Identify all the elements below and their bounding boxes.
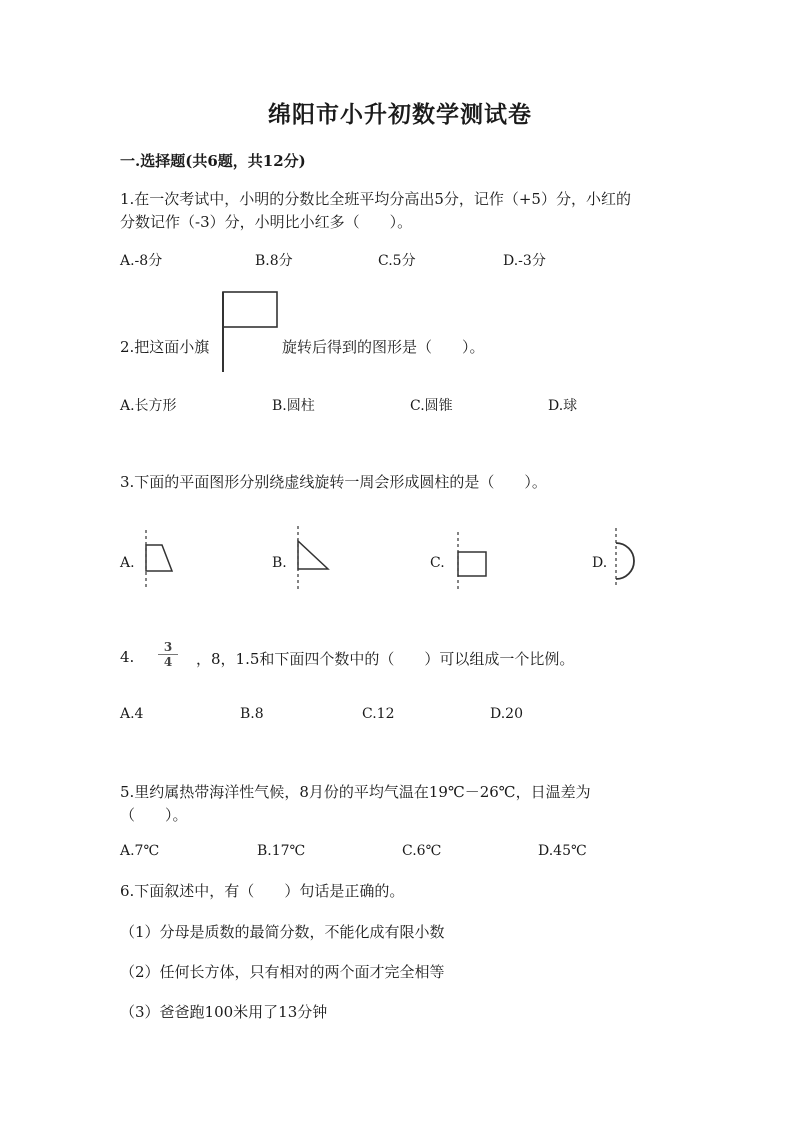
triangle-figure <box>292 524 334 592</box>
q2-text-after: 旋转后得到的图形是（ ）。 <box>282 338 485 356</box>
q4-option-d: D.20 <box>490 706 523 722</box>
q2-option-d: D.球 <box>548 398 578 414</box>
q1-option-c: C.5分 <box>378 253 416 269</box>
q2-option-c: C.圆锥 <box>410 398 453 414</box>
q1-option-d: D.-3分 <box>503 253 546 269</box>
q2-text-before: 2.把这面小旗 <box>120 338 210 356</box>
q1-line1: 1.在一次考试中，小明的分数比全班平均分高出5分，记作（+5）分，小红的 <box>120 190 631 208</box>
q4-option-b: B.8 <box>240 706 264 722</box>
q3-option-a-label: A. <box>120 555 135 571</box>
q1-option-b: B.8分 <box>255 253 293 269</box>
q4-text: ，8，1.5和下面四个数中的（ ）可以组成一个比例。 <box>196 650 575 668</box>
fraction-numerator: 3 <box>158 640 178 655</box>
q5-option-c: C.6℃ <box>402 843 442 859</box>
q4-option-a: A.4 <box>120 706 144 722</box>
q3-option-c-label: C. <box>430 555 445 571</box>
q1-option-a: A.-8分 <box>120 253 163 269</box>
fraction-denominator: 4 <box>163 655 173 669</box>
semicircle-figure <box>610 526 640 590</box>
q3-option-d-label: D. <box>592 555 608 571</box>
q5-option-b: B.17℃ <box>257 843 306 859</box>
flag-figure <box>215 288 285 374</box>
q6-statement-3: （3）爸爸跑100米用了13分钟 <box>120 1003 328 1021</box>
q5-option-d: D.45℃ <box>538 843 587 859</box>
q3-text: 3.下面的平面图形分别绕虚线旋转一周会形成圆柱的是（ ）。 <box>120 473 547 491</box>
q2-option-a: A.长方形 <box>120 398 177 414</box>
q4-option-c: C.12 <box>362 706 395 722</box>
fraction-three-quarters <box>158 640 178 669</box>
section-heading: 一.选择题(共6题，共12分) <box>120 152 306 170</box>
q5-line1: 5.里约属热带海洋性气候，8月份的平均气温在19℃－26℃，日温差为 <box>120 783 591 801</box>
q3-option-b-label: B. <box>272 555 287 571</box>
page-title: 绵阳市小升初数学测试卷 <box>268 101 532 128</box>
q6-statement-1: （1）分母是质数的最简分数，不能化成有限小数 <box>120 923 445 941</box>
trapezoid-figure <box>140 528 180 590</box>
q5-option-a: A.7℃ <box>120 843 160 859</box>
q6-text: 6.下面叙述中，有（ ）句话是正确的。 <box>120 882 405 900</box>
rectangle-figure <box>452 530 492 592</box>
q5-line2: （ ）。 <box>120 806 188 824</box>
q6-statement-2: （2）任何长方体，只有相对的两个面才完全相等 <box>120 963 445 981</box>
q4-number: 4. <box>120 648 135 666</box>
q2-option-b: B.圆柱 <box>272 398 315 414</box>
q1-line2: 分数记作（-3）分，小明比小红多（ ）。 <box>120 213 413 231</box>
